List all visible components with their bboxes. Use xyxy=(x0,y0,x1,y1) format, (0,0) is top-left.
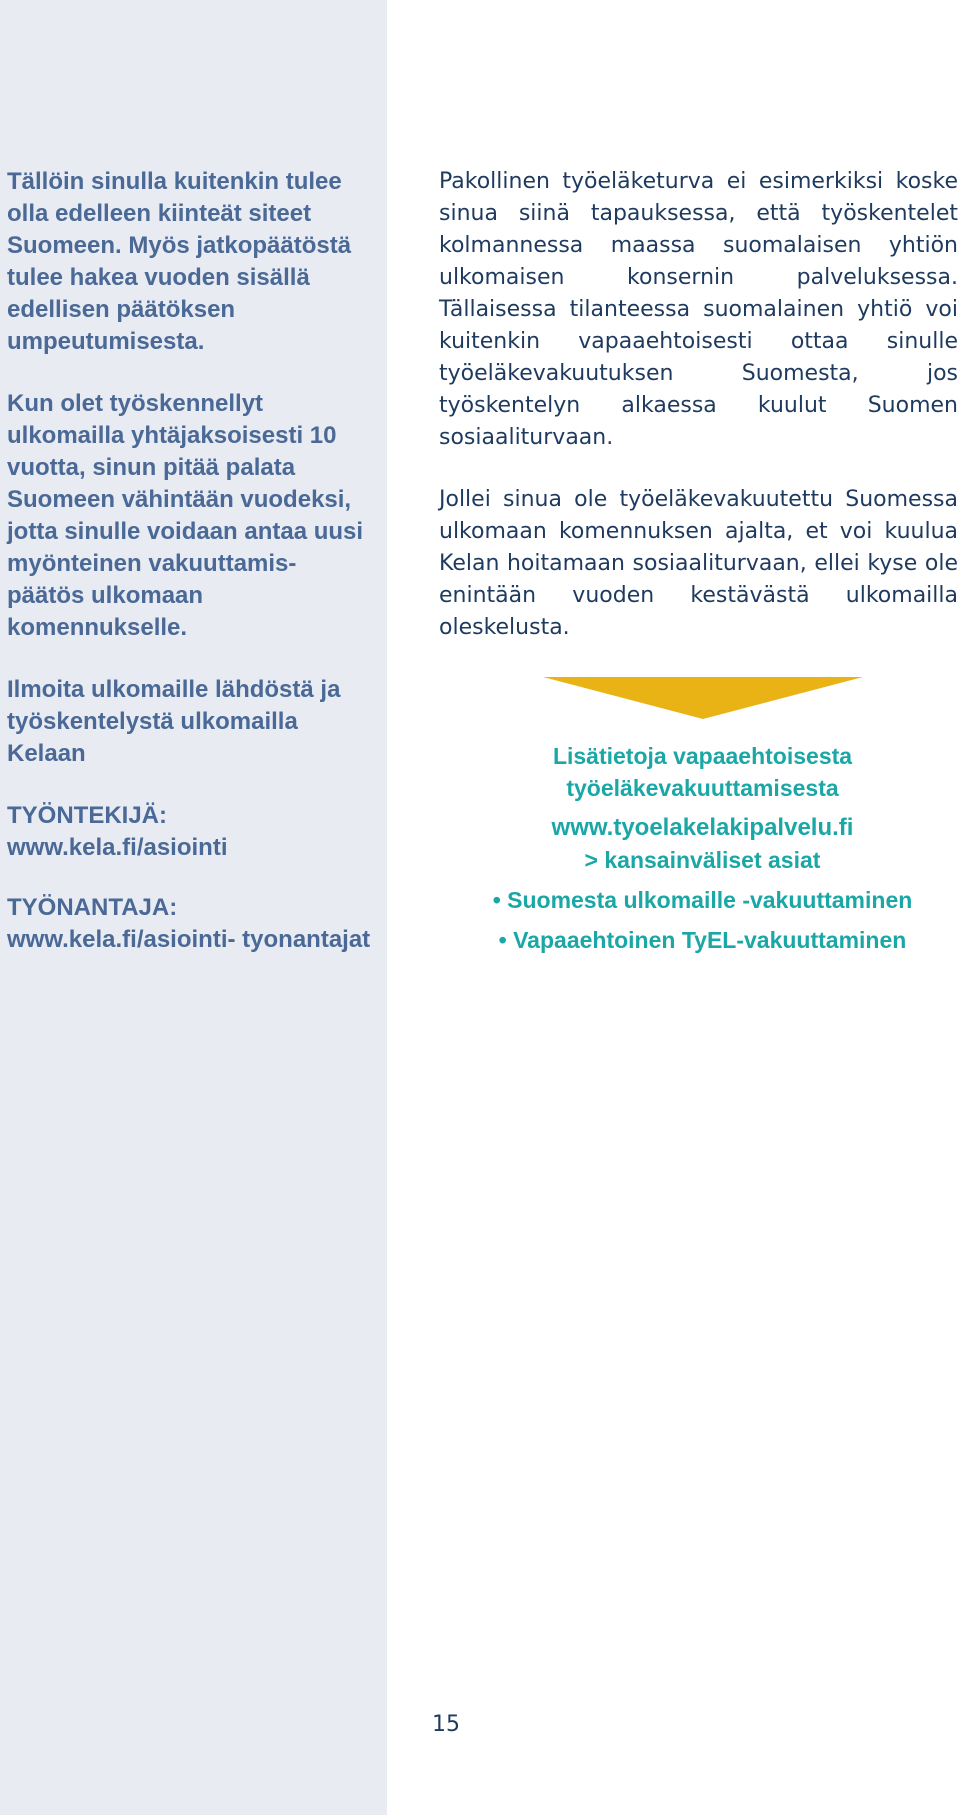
down-arrow-icon xyxy=(543,677,863,719)
info-path: > kansainväliset asiat xyxy=(584,847,821,873)
employee-contact xyxy=(7,800,379,864)
employer-label: TYÖNANTAJA: xyxy=(7,894,178,921)
sidebar-paragraph-1: Tällöin sinulla kuitenkin tulee olla edelleen kiinteät siteet Suomeen. Myös jatkopäätöstä tulee hakea vuoden sisällä edellisen päätöksen umpeutumisesta. xyxy=(7,168,352,355)
info-url: www.tyoelakelakipalvelu.fi xyxy=(551,814,854,841)
sidebar-paragraph-2: Kun olet työskennellyt ulkomailla yhtäjaksoisesti 10 vuotta, sinun pitää palata Suomeen vähintään vuodeksi, jotta sinulle voidaan antaa uusi myönteinen vakuuttamis- päätös ulkomaan komennukselle. xyxy=(7,390,364,641)
page-number: 15 xyxy=(432,1712,460,1737)
employee-label: TYÖNTEKIJÄ: xyxy=(7,802,168,829)
employer-contact xyxy=(7,892,379,956)
main-paragraph-1: Pakollinen työeläketurva ei esimerkiksi koske sinua siinä tapauksessa, että työskentelet kolmannessa maassa suomalaisen yhtiön ulkomaisen konsernin palveluksessa. Tällaisessa tilanteessa suomalainen yhtiö voi kuitenkin vapaaehtoisesti ottaa sinulle työeläkevakuutuksen Suomesta, jos työskentelyn alkaessa kuulut Suomen sosiaaliturvaan. xyxy=(439,169,958,450)
info-heading: Lisätietoja vapaaehtoisesta työeläkevakuuttamisesta xyxy=(552,743,853,801)
main-text xyxy=(439,166,958,674)
main-paragraph-2: Jollei sinua ole työeläkevakuutettu Suomessa ulkomaan komennuksen ajalta, et voi kuulua Kelan hoitamaan sosiaaliturvaan, ellei kyse ole enintään vuoden kestävästä ulkomailla oleskelusta. xyxy=(439,487,958,640)
info-bullet-2: • Vapaaehtoinen TyEL-vakuuttaminen xyxy=(498,927,907,953)
employee-url: www.kela.fi/asiointi xyxy=(7,834,228,861)
sidebar-content xyxy=(7,166,379,984)
info-bullet-1: • Suomesta ulkomaille -vakuuttaminen xyxy=(492,887,913,913)
sidebar-panel xyxy=(0,0,387,1815)
down-arrow-shape xyxy=(543,677,863,719)
employer-url: www.kela.fi/asiointi- tyonantajat xyxy=(7,926,371,953)
info-box xyxy=(480,740,925,956)
sidebar-paragraph-3: Ilmoita ulkomaille lähdöstä ja työskentelystä ulkomailla Kelaan xyxy=(7,676,341,767)
